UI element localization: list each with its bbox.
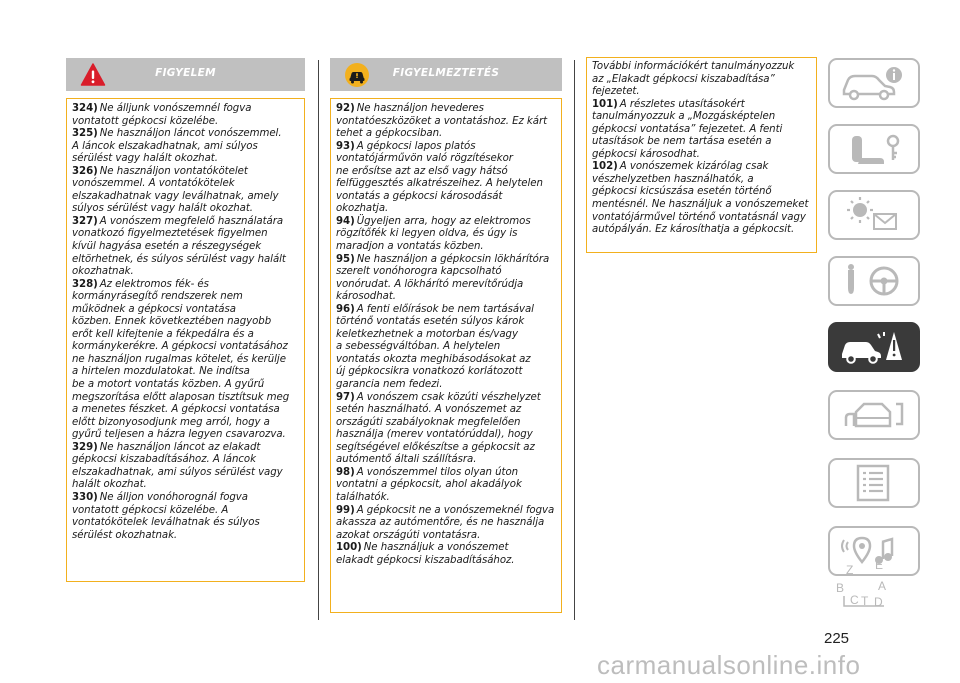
key-seat-icon <box>830 126 918 172</box>
caution-header-title: FIGYELMEZTETÉS <box>392 67 500 79</box>
column-divider <box>318 60 319 620</box>
chapter-tab-dashboard[interactable] <box>828 190 920 240</box>
warning-item: 325) Ne használjon láncot vonószemmel. A láncok elszakadhatnak, ami súlyos sérülést vagy halált okozhat. <box>72 128 282 165</box>
warning-item: 330) Ne álljon vonóhorognál fogva vontatott gépkocsi közelébe. A vontatókötelek leválhatnak és súlyos sérülést okozhatnak. <box>72 491 260 541</box>
caution-item: 92) Ne használjon hevederes vontatóeszközöket a vontatáshoz. Ez kárt tehet a gépkocsiban. <box>336 103 548 140</box>
car-emergency-icon <box>830 324 918 370</box>
warning-item: 327) A vonószem megfelelő használatára vonatkozó figyelmeztetések figyelmen kívül hagyása esetén a részegységek eltörhetnek, és súlyos sérülést vagy halált okozhatnak. <box>72 215 286 278</box>
index-letter: E <box>875 560 884 572</box>
chapter-tab-technical-data[interactable] <box>828 458 920 508</box>
warning-item: 326) Ne használjon vontatókötelet vonószemmel. A vontatókötelek elszakadhatnak vagy leválhatnak, amely súlyos sérülést vagy halált okozhat. <box>72 165 279 215</box>
index-letter: T <box>861 594 869 608</box>
warning-item: 328) Az elektromos fék- és kormányrásegítő rendszerek nem működnek a gépkocsi vontatása közben. Ennek következtében nagyobb erőt kell kifejtenie a fékpedálra és a kormánykerékre. A gépkocsi vontatásához ne használjon rugalmas kötelet, és kerülje a hirtelen mozdulatokat. Ne indítsa be a motort vontatás közben. A gyűrű megszorítása előtt alaposan tisztítsuk meg a menetes fészket. A gépkocsi vontatása előtt bizonyosodjunk meg arról, hogy a gyűrű teljesen a házra legyen csavarozva. <box>72 278 290 441</box>
caution-header <box>330 58 562 91</box>
caution-box <box>330 98 562 613</box>
index-letter: C <box>850 593 859 607</box>
technical-data-icon <box>830 460 918 506</box>
alphabetical-index-icon <box>828 560 920 612</box>
caution-item: 95) Ne használjon a gépkocsin lökhárítóra szerelt vonóhorogra kapcsolható vonórudat. A lökhárító merevítőrúdja károsodhat. <box>336 253 550 303</box>
index-letter: Z <box>846 563 854 577</box>
continuation-item: 101) A részletes utasításokért tanulmányozzuk a „Mozgásképtelen gépkocsi vontatása” fejezetet. A fenti utasítások be nem tartása esetén a gépkocsi károsodhat. <box>592 98 783 160</box>
continuation-intro: További információkért tanulmányozzuk az „Elakadt gépkocsi kiszabadítása” fejezetet. <box>592 61 795 98</box>
index-letter: A <box>878 579 887 593</box>
chapter-tab-index[interactable] <box>828 560 920 612</box>
caution-item: 93) A gépkocsi lapos platós vontatójárművön való rögzítésekor ne erősítse azt az első vagy hátsó felfüggesztés alkatrészeihez. A helytelen vontatás a gépkocsi károsodását okozhatja. <box>336 140 543 215</box>
chapter-tab-maintenance[interactable] <box>828 390 920 440</box>
warning-header <box>66 58 305 91</box>
index-letter: D <box>874 595 883 609</box>
steering-wheel-icon <box>830 258 918 304</box>
warning-item: 329) Ne használjon láncot az elakadt gépkocsi kiszabadításához. A láncok elszakadhatnak, ami súlyos sérülést vagy halált okozhat. <box>72 441 283 491</box>
continuation-item: 102) A vonószemek kizárólag csak vészhelyzetben használhatók, a gépkocsi kicsúszása esetén történő mentésnél. Ne használjuk a vonószemeket vontatójárművel történő vontatásnál vagy autópályán. Ez károsíthatja a gépkocsit. <box>592 161 809 236</box>
caution-item: 94) Ügyeljen arra, hogy az elektromos rögzítőfék ki legyen oldva, és úgy is maradjon a vontatás közben. <box>336 215 531 253</box>
continuation-box <box>586 57 817 253</box>
chapter-tab-vehicle-knowledge[interactable] <box>828 58 920 108</box>
chapter-tab-getting-to-know[interactable] <box>828 124 920 174</box>
chapter-tab-safety[interactable] <box>828 256 920 306</box>
caution-item: 97) A vonószem csak közúti vészhelyzet setén használható. A vonószemet az országúti szabályoknak megfelelően használja (merev vontatórúddal), hogy segítségével előkészítse a gépkocsit az autómentő általi szállításra. <box>336 391 541 466</box>
lights-message-icon <box>830 192 918 238</box>
car-service-icon <box>830 392 918 438</box>
page-number: 225 <box>824 630 850 647</box>
warning-item: 324) Ne álljunk vonószemnél fogva vontatott gépkocsi közelébe. <box>72 103 252 127</box>
warning-header-title: FIGYELEM <box>155 67 216 79</box>
caution-item: 100) Ne használjuk a vonószemet elakadt gépkocsi kiszabadításához. <box>336 542 515 566</box>
warning-box <box>66 98 305 582</box>
column-divider <box>574 60 575 620</box>
index-letter: B <box>836 581 845 595</box>
watermark-text: carmanualsonline.info <box>597 650 861 680</box>
caution-item: 96) A fenti előírások be nem tartásával történő vontatás esetén súlyos károk keletkezhetnek a motorban és/vagy a sebességváltóban. A helytelen vontatás okozta meghibásodásokat az új gépkocsikra vonatkozó korlátozott garancia nem fedezi. <box>336 303 534 391</box>
chapter-tab-emergency[interactable] <box>828 322 920 372</box>
caution-item: 99) A gépkocsit ne a vonószemeknél fogva akassza az autómentőre, és ne használja azokat országúti vontatásra. <box>336 504 555 541</box>
car-info-icon <box>830 60 918 106</box>
caution-item: 98) A vonószemmel tilos olyan úton vontatni a gépkocsit, ahol akadályok találhatók. <box>336 466 522 503</box>
